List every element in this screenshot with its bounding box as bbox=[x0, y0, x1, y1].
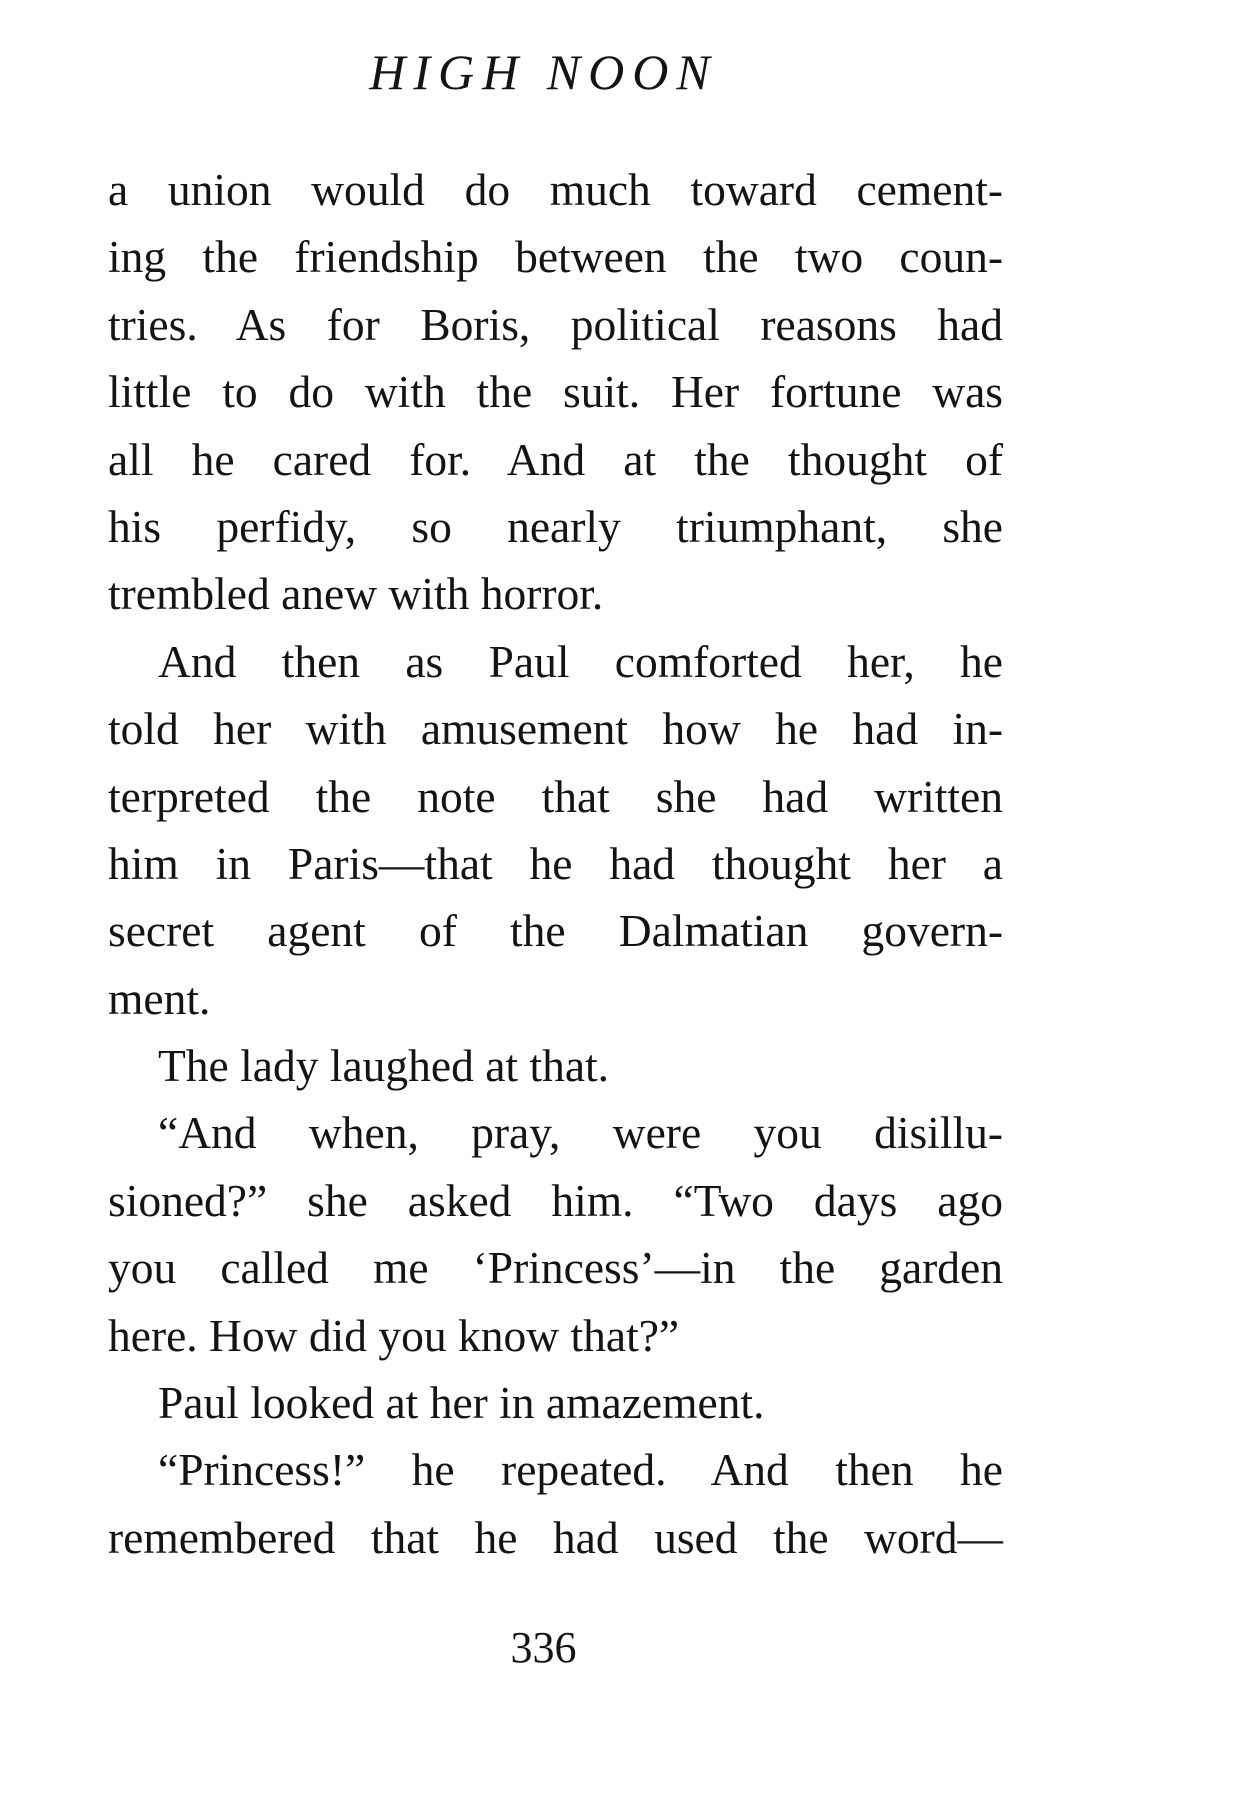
text-line: “And when, pray, were you disillu- bbox=[158, 1107, 1003, 1159]
text-line: ment. bbox=[108, 972, 211, 1024]
text-line: Paul looked at her in amazement. bbox=[158, 1377, 765, 1429]
text-line: trembled anew with horror. bbox=[108, 568, 604, 620]
text-line: remembered that he had used the word— bbox=[108, 1511, 1003, 1563]
text-line: all he cared for. And at the thought of bbox=[108, 433, 1003, 485]
text-line: ing the friendship between the two coun- bbox=[108, 231, 1003, 283]
page-number: 336 bbox=[510, 1623, 577, 1672]
text-line: secret agent of the Dalmatian govern- bbox=[108, 905, 1003, 957]
text-line: told her with amusement how he had in- bbox=[108, 703, 1003, 755]
text-line: “Princess!” he repeated. And then he bbox=[158, 1444, 1003, 1496]
text-line: And then as Paul comforted her, he bbox=[158, 635, 1003, 687]
text-line: a union would do much toward cement- bbox=[108, 164, 1003, 215]
text-line: tries. As for Boris, political reasons had bbox=[108, 298, 1003, 350]
text-line: little to do with the suit. Her fortune was bbox=[108, 366, 1003, 418]
text-line: his perfidy, so nearly triumphant, she bbox=[108, 500, 1003, 552]
running-head: HIGH NOON bbox=[369, 44, 718, 100]
body-text bbox=[108, 156, 1003, 1571]
text-line: here. How did you know that?” bbox=[108, 1309, 680, 1361]
text-line: him in Paris—that he had thought her a bbox=[108, 837, 1003, 889]
text-line: terpreted the note that she had written bbox=[108, 770, 1003, 822]
text-line: you called me ‘Princess’—in the garden bbox=[108, 1242, 1003, 1294]
text-line: sioned?” she asked him. “Two days ago bbox=[108, 1174, 1003, 1226]
text-line: The lady laughed at that. bbox=[158, 1040, 610, 1092]
